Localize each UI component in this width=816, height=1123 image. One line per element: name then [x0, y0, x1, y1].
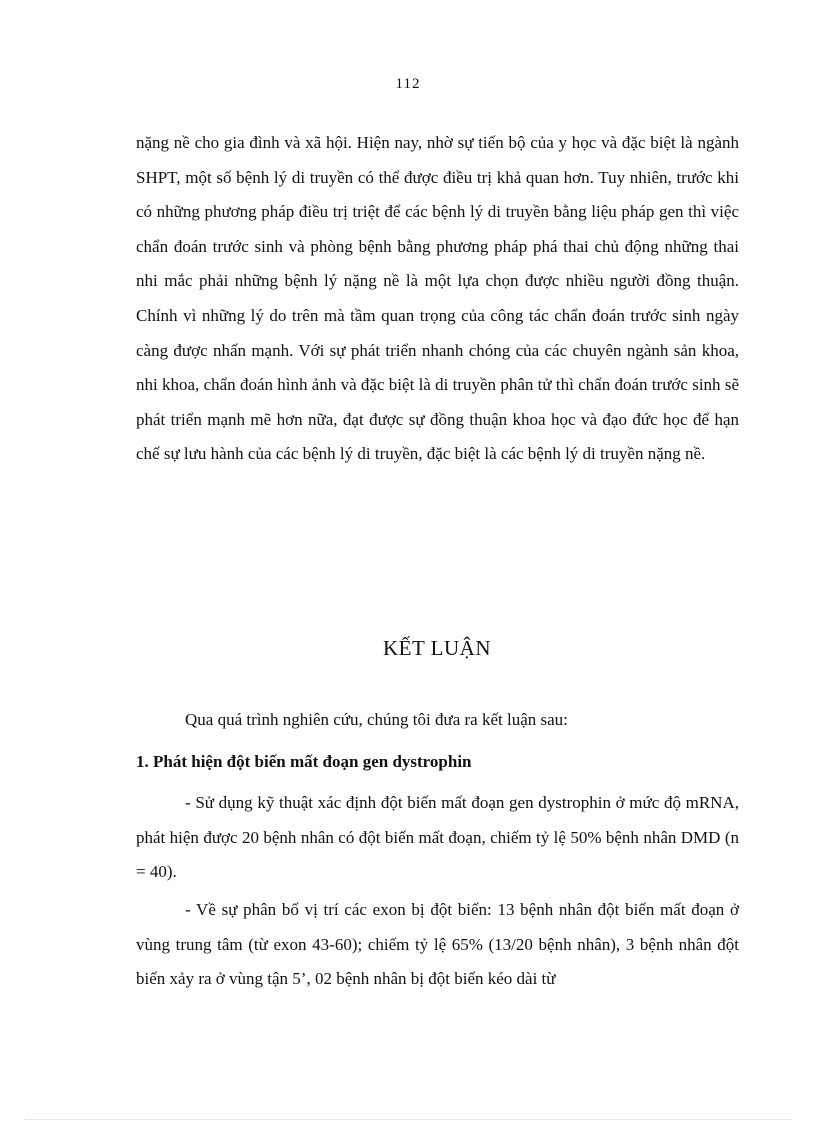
page-number: 112	[395, 76, 421, 92]
bullet-paragraph: - Sử dụng kỹ thuật xác định đột biến mất đoạn gen dystrophin ở mức độ mRNA, phát hiện được 20 bệnh nhân có đột biến mất đoạn, chiếm tỷ lệ 50% bệnh nhân DMD (n = 40).	[136, 793, 739, 882]
bullet-paragraph: - Về sự phân bố vị trí các exon bị đột biến: 13 bệnh nhân đột biến mất đoạn ở vùng trung tâm (từ exon 43-60); chiếm tỷ lệ 65% (13/20 bệnh nhân), 3 bệnh nhân đột biến xảy ra ở vùng tận 5’, 02 bệnh nhân bị đột biến kéo dài từ	[136, 900, 739, 989]
body-paragraph: nặng nề cho gia đình và xã hội. Hiện nay, nhờ sự tiến bộ của y học và đặc biệt là ngành SHPT, một số bệnh lý di truyền có thể được điều trị khả quan hơn. Tuy nhiên, trước khi có những phương pháp điều trị triệt để các bệnh lý di truyền bằng liệu pháp gen thì việc chẩn đoán trước sinh và phòng bệnh bằng phương pháp phá thai chủ động những thai nhi mắc phải những bệnh lý nặng nề là một lựa chọn được nhiều người đồng thuận. Chính vì những lý do trên mà tầm quan trọng của công tác chẩn đoán trước sinh ngày càng được nhấn mạnh. Với sự phát triển nhanh chóng của các chuyên ngành sản khoa, nhi khoa, chẩn đoán hình ảnh và đặc biệt là di truyền phân tử thì chẩn đoán trước sinh sẽ phát triển mạnh mẽ hơn nữa, đạt được sự đồng thuận khoa học và đạo đức học để hạn chế sự lưu hành của các bệnh lý di truyền, đặc biệt là các bệnh lý di truyền nặng nề.	[136, 133, 739, 464]
subsection-title: 1. Phát hiện đột biến mất đoạn gen dystrophin	[136, 752, 472, 771]
footer-divider	[24, 1119, 792, 1120]
intro-line: Qua quá trình nghiên cứu, chúng tôi đưa ra kết luận sau:	[185, 710, 568, 729]
section-heading: KẾT LUẬN	[382, 636, 491, 660]
